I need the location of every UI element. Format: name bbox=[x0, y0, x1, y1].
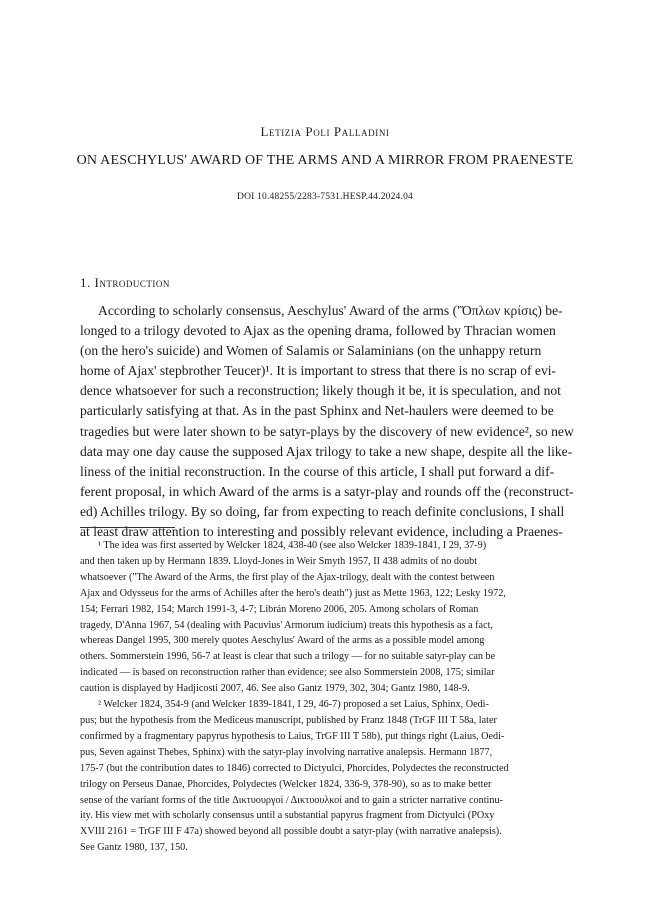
footnote-line: confirmed by a fragmentary papyrus hypothesis to Laius, TrGF III T 58b), put things right (Laius, Oedi- bbox=[80, 730, 505, 742]
footnote-line: sense of the variant forms of the title Δικτυουργοί / Δικτυουλκοί and to gain a stricter narrative continu- bbox=[80, 794, 503, 806]
author-name: Letizia Poli Palladini bbox=[260, 124, 390, 139]
body-line: liness of the initial reconstruction. In the course of this article, I shall put forward a dif- bbox=[80, 463, 555, 479]
section-heading: 1. Introduction bbox=[80, 275, 170, 290]
article-title: ON AESCHYLUS' AWARD OF THE ARMS AND A MIRROR FROM PRAENESTE bbox=[76, 153, 574, 168]
footnote-line: ¹ The idea was first asserted by Welcker 1824, 438-40 (see also Welcker 1839-1841, I 29, 37-9) bbox=[98, 540, 487, 551]
footnote-line: 175-7 (but the contribution dates to 1846) corrected to Dictyulci, Phorcides, Polydectes the reconstructed bbox=[80, 762, 509, 774]
body-line: ferent proposal, in which Award of the arms is a satyr-play and rounds off the (reconstruct- bbox=[80, 483, 574, 499]
footnote-line: pus; but the hypothesis from the Mediceus manuscript, published by Franz 1848 (TrGF III T 58a, later bbox=[80, 714, 497, 726]
footnote-line: indicated — is based on reconstruction rather than evidence; see also Sommerstein 2008, 175; similar bbox=[80, 667, 495, 679]
body-line: longed to a trilogy devoted to Ajax as the opening drama, followed by Thracian women bbox=[80, 323, 556, 339]
footnote-line: trilogy on Perseus Danae, Phorcides, Polydectes (Welcker 1824, 336-9, 378-90), so as to make better bbox=[80, 778, 492, 790]
footnote-line: XVIII 2161 = TrGF III F 47a) showed beyond all possible doubt a satyr-play (with narrative analepsis). bbox=[80, 826, 502, 838]
footnote-line: See Gantz 1980, 137, 150. bbox=[80, 842, 188, 854]
doi: DOI 10.48255/2283-7531.HESP.44.2024.04 bbox=[237, 192, 413, 202]
footnote-line: whereas Dangel 1995, 300 merely quotes Aeschylus' Award of the arms as a possible model among bbox=[80, 635, 485, 647]
footnote-line: whatsoever ("The Award of the Arms, the first play of the Ajax-trilogy, dealt with the contest between bbox=[80, 571, 495, 583]
footnote-line: 154; Ferrari 1982, 154; March 1991-3, 4-7; Librán Moreno 2006, 205. Among scholars of Roman bbox=[80, 603, 479, 615]
footnote-line: and then taken up by Hermann 1839. Lloyd-Jones in Weir Smyth 1957, II 438 admits of no doubt bbox=[80, 555, 478, 567]
footnotes bbox=[80, 538, 570, 856]
footnote-line: others. Sommerstein 1996, 56-7 at least is clear that such a trilogy — for no suitable satyr-play can be bbox=[80, 651, 496, 663]
body-line: dence whatsoever for such a reconstruction; likely though it be, it is speculation, and not bbox=[80, 383, 561, 399]
footnote-line: caution is displayed by Hadjicosti 2007, 46. See also Gantz 1979, 302, 304; Gantz 1980, 148-9. bbox=[80, 683, 470, 695]
body-line: data may one day cause the supposed Ajax trilogy to take a new shape, despite all the like- bbox=[80, 443, 573, 459]
body-line: home of Ajax' stepbrother Teucer)¹. It is important to stress that there is no scrap of evi- bbox=[80, 363, 557, 379]
body-line: (on the hero's suicide) and Women of Salamis or Salaminians (on the unhappy return bbox=[80, 343, 542, 359]
footnote-line: ² Welcker 1824, 354-9 (and Welcker 1839-1841, I 29, 46-7) proposed a set Laius, Sphinx, Oedi- bbox=[98, 699, 489, 711]
body-line: According to scholarly consensus, Aeschylus' Award of the arms ('Ὅπλων κρίσις) be- bbox=[98, 303, 563, 318]
body-line: at least draw attention to interesting and possibly relevant evidence, including a Praenes- bbox=[80, 524, 563, 540]
body-paragraph bbox=[80, 301, 574, 542]
footnote-separator bbox=[80, 527, 175, 528]
body-line: particularly satisfying at that. As in the past Sphinx and Net-haulers were deemed to be bbox=[80, 403, 554, 419]
footnote-line: ity. His view met with scholarly consensus until a substantial papyrus fragment from Dictyulci (POxy bbox=[80, 810, 495, 822]
footnote-line: pus, Seven against Thebes, Sphinx) with the satyr-play involving narrative analepsis. Hermann 1877, bbox=[80, 746, 493, 758]
body-line: tragedies but were later shown to be satyr-plays by the discovery of new evidence², so new bbox=[80, 423, 574, 439]
footnote-line: Ajax and Odysseus for the arms of Achilles after the hero's death") just as Mette 1963, 122; Lesky 1972, bbox=[80, 587, 506, 599]
body-line: ed) Achilles trilogy. By so doing, far from expecting to reach definite conclusions, I shall bbox=[80, 503, 565, 519]
footnote-line: tragedy, D'Anna 1967, 54 (dealing with Pacuvius' Armorum iudicium) treats this hypothesis as a fact, bbox=[80, 619, 493, 631]
